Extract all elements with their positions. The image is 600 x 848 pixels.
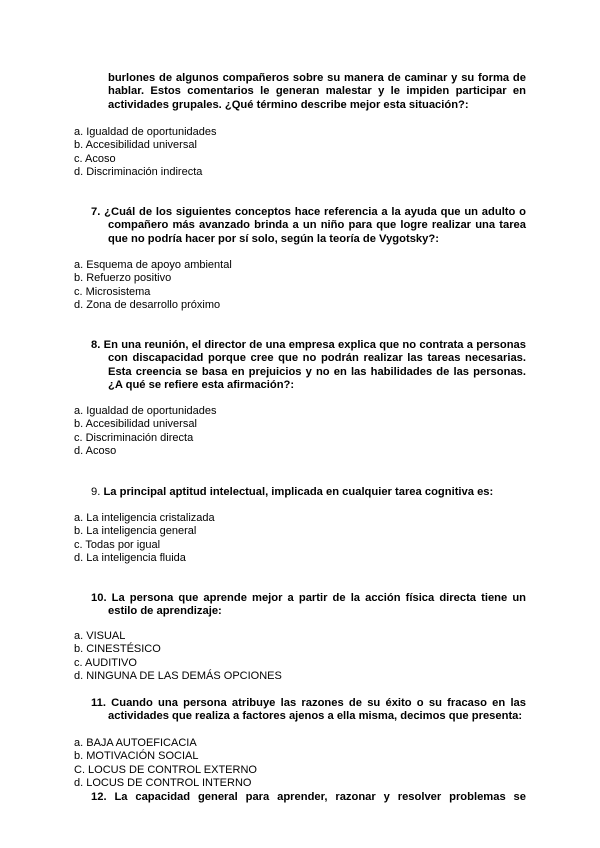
option-c[interactable]: c. Todas por igual — [74, 538, 161, 551]
question-12 — [91, 791, 526, 804]
question-8 — [91, 339, 526, 393]
question-number: 9. — [91, 486, 101, 498]
question-10-options — [74, 630, 282, 684]
question-text: burlones de algunos compañeros sobre su manera de caminar y su forma de hablar. Estos comentarios le generan malestar y le impiden participar en actividades grupales. ¿Qué término describe mejor esta situación?: — [108, 72, 526, 111]
option-d[interactable]: d. Discriminación indirecta — [74, 166, 203, 179]
option-b[interactable]: b. Refuerzo positivo — [74, 272, 172, 285]
option-b[interactable]: b. Accesibilidad universal — [74, 139, 197, 152]
question-11-options — [74, 737, 257, 791]
option-d[interactable]: d. Acoso — [74, 445, 117, 458]
option-b[interactable]: b. Accesibilidad universal — [74, 418, 197, 431]
question-text: La persona que aprende mejor a partir de la acción física directa tiene un estilo de aprendizaje: — [108, 592, 526, 618]
option-d[interactable]: d. Zona de desarrollo próximo — [74, 299, 221, 312]
option-a[interactable]: a. Igualdad de oportunidades — [74, 405, 217, 417]
question-8-options — [74, 405, 217, 459]
question-number: 12. — [91, 791, 107, 803]
option-a[interactable]: a. BAJA AUTOEFICACIA — [74, 737, 197, 749]
question-text: Cuando una persona atribuye las razones de su éxito o su fracaso en las actividades que realiza a factores ajenos a ella misma, decimos que presenta: — [108, 697, 526, 723]
option-d[interactable]: d. La inteligencia fluida — [74, 552, 186, 565]
option-a[interactable]: a. Igualdad de oportunidades — [74, 126, 217, 138]
option-a[interactable]: a. Esquema de apoyo ambiental — [74, 259, 232, 271]
option-a[interactable]: a. VISUAL — [74, 630, 126, 642]
option-c[interactable]: c. Microsistema — [74, 285, 151, 298]
question-text: La capacidad general para aprender, razonar y resolver problemas se — [114, 791, 527, 803]
question-9-options — [74, 512, 215, 566]
question-7-options — [74, 259, 232, 313]
question-text: La principal aptitud intelectual, implicada en cualquier tarea cognitiva es: — [103, 486, 494, 498]
question-6-continuation — [108, 72, 526, 112]
option-d[interactable]: d. LOCUS DE CONTROL INTERNO — [74, 777, 252, 790]
option-b[interactable]: b. CINESTÉSICO — [74, 643, 161, 656]
question-7 — [91, 206, 526, 246]
option-c[interactable]: c. Acoso — [74, 152, 116, 165]
option-c[interactable]: c. Discriminación directa — [74, 431, 194, 444]
option-d[interactable]: d. NINGUNA DE LAS DEMÁS OPCIONES — [74, 670, 282, 683]
question-11 — [91, 697, 526, 724]
option-c[interactable]: C. LOCUS DE CONTROL EXTERNO — [74, 763, 257, 776]
option-c[interactable]: c. AUDITIVO — [74, 656, 137, 669]
option-b[interactable]: b. MOTIVACIÓN SOCIAL — [74, 750, 199, 763]
option-b[interactable]: b. La inteligencia general — [74, 525, 197, 538]
question-number: 10. — [91, 592, 107, 604]
question-text: ¿Cuál de los siguientes conceptos hace referencia a la ayuda que un adulto o compañero más avanzado brinda a un niño para que logre realizar una tarea que no podría hacer por sí solo, según la teoría de Vygotsky?: — [104, 206, 526, 245]
option-a[interactable]: a. La inteligencia cristalizada — [74, 512, 215, 524]
question-text: En una reunión, el director de una empresa explica que no contrata a personas con discapacidad porque cree que no podrán realizar las tareas necesarias. Esta creencia se basa en prejuicios y no en las habilidades de las personas. ¿A qué se refiere esta afirmación?: — [103, 339, 526, 392]
question-6-options — [74, 126, 217, 180]
question-number: 8. — [91, 339, 101, 351]
question-number: 11. — [91, 697, 106, 709]
question-number: 7. — [91, 206, 101, 218]
question-9 — [91, 486, 526, 499]
question-10 — [91, 592, 526, 619]
